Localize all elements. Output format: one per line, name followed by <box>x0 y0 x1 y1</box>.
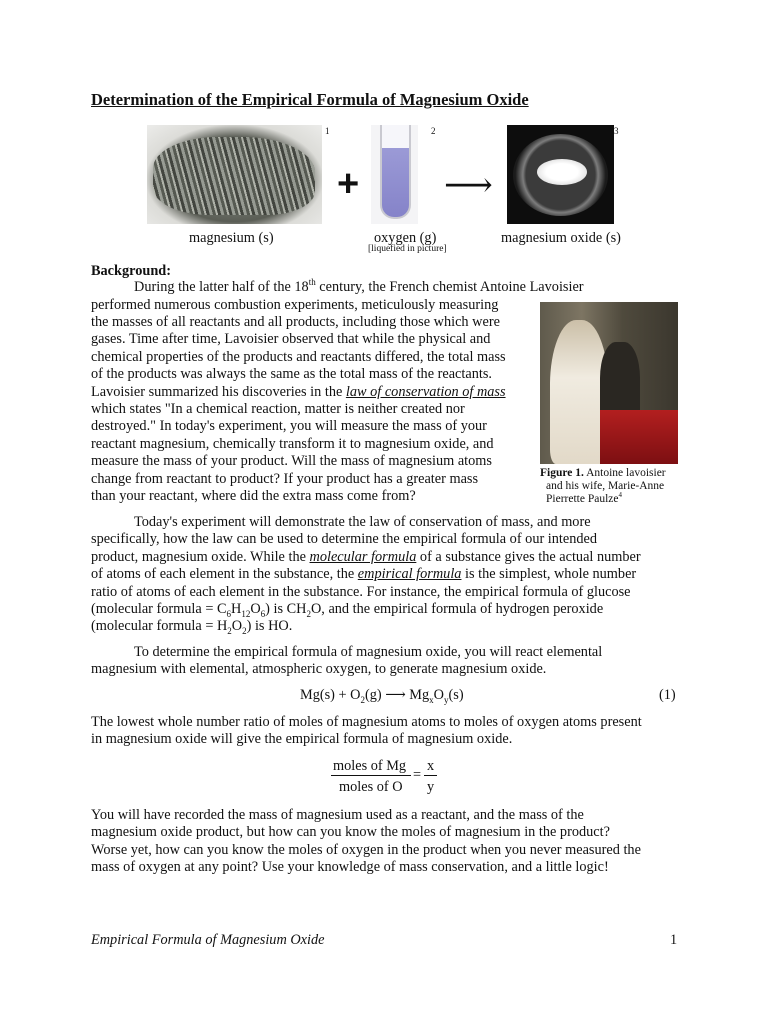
equation-1: $Mg(s) + O_2(g)$ ⟶ $Mg_xO_y(s)$ <box>300 687 464 705</box>
background-line: chemical properties of the products and reactants differed, the total mass <box>91 349 506 365</box>
ratio-fraction-bar <box>331 775 411 776</box>
background-line: destroyed." In today's experiment, you will measure the mass of your <box>91 418 487 434</box>
para2-line: Today's experiment will demonstrate the law of conservation of mass, and more <box>134 514 591 530</box>
para5-line: mass of oxygen at any point? Use your knowledge of mass conservation, and a little logic! <box>91 859 609 875</box>
ratio-equals: = <box>413 767 422 783</box>
figure-1-caption: Pierrette Paulze$^4$ <box>546 491 622 505</box>
para5-line: magnesium oxide product, but how can you know the moles of magnesium in the product? <box>91 824 610 840</box>
ratio-denominator-left: moles of O <box>339 779 403 795</box>
para4-line: in magnesium oxide will give the empirical formula of magnesium oxide. <box>91 731 513 747</box>
page-title: Determination of the Empirical Formula of Magnesium Oxide <box>91 90 529 109</box>
photo-ref-1: 1 <box>325 126 330 136</box>
photo-ref-2: 2 <box>431 126 436 136</box>
oxygen-photo <box>371 125 418 224</box>
lavoisier-portrait-photo <box>540 302 678 464</box>
caption-magnesium: magnesium (s) <box>189 230 274 246</box>
para2-line: of atoms of each element in the substance, the empirical formula is the simplest, whole number <box>91 566 637 582</box>
figure-1-caption: and his wife, Marie-Anne <box>546 480 665 492</box>
equation-1-number: (1) <box>659 687 676 703</box>
para3-line: To determine the empirical formula of magnesium oxide, you will react elemental <box>134 644 603 660</box>
para2-line: product, magnesium oxide. While the molecular formula of a substance gives the actual number <box>91 549 641 565</box>
background-line: During the latter half of the 18th century, the French chemist Antoine Lavoisier <box>134 277 584 295</box>
background-line: which states "In a chemical reaction, matter is neither created nor <box>91 401 465 417</box>
term-empirical-formula: empirical formula <box>357 566 462 582</box>
footer-title: Empirical Formula of Magnesium Oxide <box>91 932 325 948</box>
reaction-arrow-icon: ⟶ <box>444 167 493 204</box>
background-line: the masses of all reactants and all products, including those which were <box>91 314 500 330</box>
background-line: reactant magnesium, chemically transform it to magnesium oxide, and <box>91 436 494 452</box>
ratio-numerator-right: x <box>427 758 435 774</box>
photo-ref-3: 3 <box>614 126 619 136</box>
para2-line: ratio of atoms of each element in the substance. For instance, the empirical formula of glucose <box>91 584 631 600</box>
para4-line: The lowest whole number ratio of moles of magnesium atoms to moles of oxygen atoms present <box>91 714 642 730</box>
plus-sign: + <box>337 163 360 205</box>
term-molecular-formula: molecular formula <box>309 549 417 565</box>
caption-magnesium-oxide: magnesium oxide (s) <box>501 230 621 246</box>
para2-line: specifically, how the law can be used to determine the empirical formula of our intended <box>91 531 598 547</box>
para2-line: (molecular formula = $C_6H_{12}O_6$) is $CH_2O$, and the empirical formula of hydrogen peroxide <box>91 601 604 619</box>
caption-oxygen: oxygen (g) <box>374 230 437 246</box>
magnesium-photo <box>147 125 322 224</box>
background-line: gases. Time after time, Lavoisier observed that while the physical and <box>91 331 491 347</box>
para3-line: magnesium with elemental, atmospheric oxygen, to generate magnesium oxide. <box>91 661 547 677</box>
ratio-fraction-bar <box>424 775 437 776</box>
background-line: performed numerous combustion experiments, meticulously measuring <box>91 297 499 313</box>
para2-line: (molecular formula = $H_2O_2$) is HO. <box>91 618 293 636</box>
term-law-of-conservation-of-mass: law of conservation of mass <box>345 384 506 400</box>
background-line: measure the mass of your product. Will the mass of magnesium atoms <box>91 453 492 469</box>
magnesium-oxide-photo <box>507 125 614 224</box>
para5-line: You will have recorded the mass of magnesium used as a reactant, and the mass of the <box>91 807 584 823</box>
background-heading: Background: <box>91 263 171 279</box>
ratio-numerator-left: moles of Mg <box>333 758 407 774</box>
background-line: of the products was always the same as the total mass of the reactants. <box>91 366 492 382</box>
background-line: change from reactant to product? If your product has a greater mass <box>91 471 479 487</box>
background-line: Lavoisier summarized his discoveries in the law of conservation of mass <box>91 384 506 400</box>
caption-oxygen-note: [liquefied in picture] <box>368 244 447 254</box>
page-number: 1 <box>670 932 678 948</box>
ratio-denominator-right: y <box>427 779 435 795</box>
para5-line: Worse yet, how can you know the moles of oxygen in the product when you never measured the <box>91 842 641 858</box>
figure-1-caption: Figure 1. Antoine lavoisier <box>540 467 666 479</box>
background-line: than your reactant, where did the extra mass come from? <box>91 488 416 504</box>
